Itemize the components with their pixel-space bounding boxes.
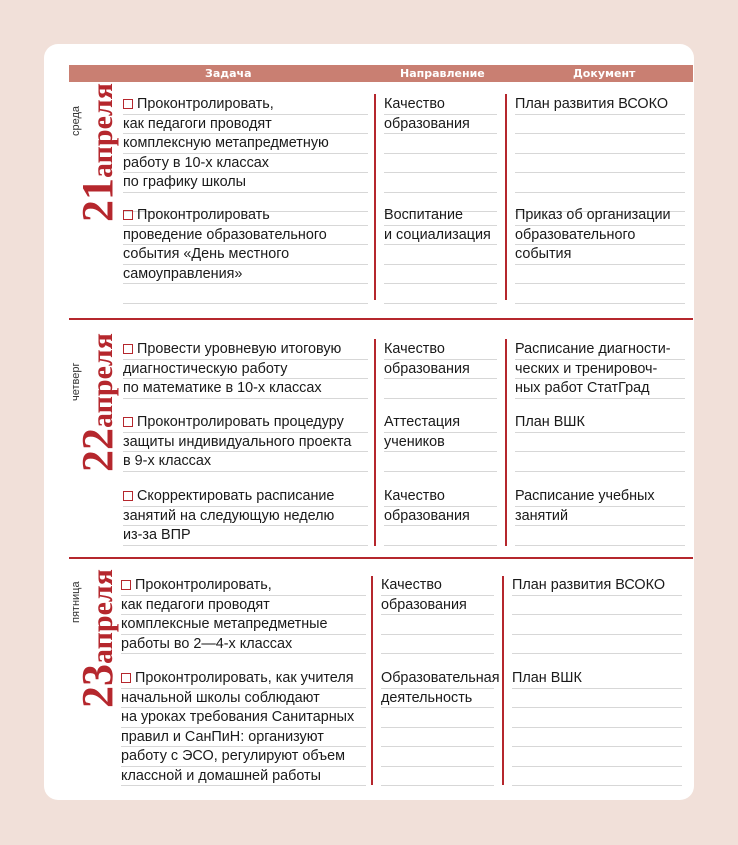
ruled-line [515,340,685,360]
date-month: апреля [86,569,119,664]
task-checkbox[interactable] [123,417,133,427]
ruled-line [512,689,682,709]
date-label [72,83,123,222]
ruled-line [515,507,685,527]
task-item-text: из-за ВПР [123,527,191,543]
ruled-line [515,115,685,135]
column-divider [371,576,373,785]
ruled-line [123,413,368,433]
task-item-text: проведение образовательного [123,226,327,243]
task-checkbox[interactable] [121,580,131,590]
direction-item-text: и социализация [384,226,491,243]
ruled-line [512,767,682,787]
date-number: 22 [73,428,122,472]
ruled-line [384,115,497,135]
task-item [123,487,368,546]
ruled-line [515,265,685,285]
document-item-text: План ВШК [515,414,585,430]
ruled-line [121,689,366,709]
task-item-text: как педагоги проводят [123,115,272,132]
direction-item [381,576,494,654]
header-direction: Направление [400,67,485,80]
task-checkbox[interactable] [123,344,133,354]
direction-item [384,95,497,212]
task-item [123,95,368,212]
ruled-line [384,226,497,246]
direction-item [381,669,500,786]
direction-item-text: Воспитание [384,207,464,223]
direction-item-text: образования [384,360,470,377]
direction-item [384,340,497,399]
task-item-text: Проконтролировать, [137,96,274,112]
date-number: 23 [73,664,122,708]
task-item-text: работу в 10-х классах [123,154,269,171]
task-item [121,576,366,654]
ruled-line [515,452,685,472]
ruled-line [512,728,682,748]
task-item-text: начальной школы соблюдают [121,689,320,706]
ruled-line [123,487,368,507]
task-item [123,340,368,399]
day-separator [69,557,693,559]
ruled-line [123,433,368,453]
document-item [512,669,682,786]
header-task: Задача [205,67,252,80]
task-checkbox[interactable] [121,673,131,683]
ruled-line [384,95,497,115]
document-item [515,413,685,472]
ruled-line [121,767,366,787]
ruled-line [381,767,494,787]
column-divider [502,576,504,785]
ruled-line [123,526,368,546]
direction-item-text: Аттестация [384,414,461,430]
task-item-text: комплексную метапредметную [123,135,329,151]
task-item-text: по математике в 10-х классах [123,380,322,396]
date-label [72,569,123,708]
task-item-text: Проконтролировать [137,207,270,223]
ruled-line [381,708,494,728]
ruled-line [515,206,685,226]
ruled-line [512,708,682,728]
ruled-line [515,95,685,115]
direction-item-text: учеников [384,433,445,450]
table-header [69,65,693,82]
task-item-text: комплексные метапредметные [121,616,328,632]
ruled-line [121,708,366,728]
document-item-text: План развития ВСОКО [512,577,666,593]
direction-item-text: деятельность [381,689,473,706]
column-divider [505,94,507,300]
ruled-line [123,360,368,380]
ruled-line [123,340,368,360]
ruled-line [515,379,685,399]
ruled-line [381,576,494,596]
task-item-text: занятий на следующую неделю [123,507,335,524]
ruled-line [515,487,685,507]
direction-item [384,413,497,472]
document-item [515,340,685,399]
document-item [512,576,682,654]
task-item-text: события «День местного [123,246,290,262]
task-item-text: Провести уровневую итоговую [137,341,342,357]
document-item-text: Расписание учебных [515,488,655,504]
direction-item [384,206,497,304]
direction-item [384,487,497,546]
ruled-line [123,134,368,154]
ruled-line [512,576,682,596]
ruled-line [384,265,497,285]
task-item-text: как педагоги проводят [121,596,270,613]
direction-item-text: образования [384,115,470,132]
document-item-text: Приказ об организации [515,207,671,223]
ruled-line [121,596,366,616]
task-item-text: классной и домашней работы [121,767,321,784]
direction-item-text: Качество [381,577,442,593]
ruled-line [384,340,497,360]
ruled-line [123,379,368,399]
ruled-line [515,413,685,433]
ruled-line [384,134,497,154]
ruled-line [384,284,497,304]
ruled-line [123,206,368,226]
ruled-line [123,95,368,115]
ruled-line [121,747,366,767]
column-divider [505,339,507,546]
weekday-label: пятница [70,581,82,623]
ruled-line [123,115,368,135]
ruled-line [515,173,685,193]
ruled-line [123,452,368,472]
column-divider [374,94,376,300]
document-item-text: события [515,246,572,262]
ruled-line [384,173,497,193]
ruled-line [512,747,682,767]
ruled-line [121,615,366,635]
ruled-line [123,226,368,246]
ruled-line [384,433,497,453]
ruled-line [381,669,500,689]
task-item-text: правил и СанПиН: организуют [121,728,324,745]
task-item [121,669,366,786]
ruled-line [121,728,366,748]
document-item [515,487,685,546]
date-label [72,333,123,472]
task-item-text: работы во 2—4-х классах [121,635,293,652]
task-item-text: самоуправления» [123,265,243,282]
ruled-line [381,596,494,616]
task-checkbox[interactable] [123,99,133,109]
ruled-line [384,360,497,380]
task-item-text: защиты индивидуального проекта [123,433,352,450]
ruled-line [123,284,368,304]
ruled-line [384,507,497,527]
ruled-line [515,433,685,453]
ruled-line [381,728,494,748]
ruled-line [515,284,685,304]
column-divider [374,339,376,546]
ruled-line [384,526,497,546]
task-item-text: в 9-х классах [123,453,212,469]
ruled-line [384,206,497,226]
ruled-line [384,245,497,265]
task-item-text: по графику школы [123,174,247,190]
ruled-line [384,452,497,472]
ruled-line [512,669,682,689]
date-month: апреля [86,83,119,178]
ruled-line [384,379,497,399]
document-item [515,95,685,212]
ruled-line [123,265,368,285]
task-item-text: диагностическую работу [123,360,288,377]
header-document: Документ [573,67,636,80]
document-item-text: занятий [515,507,569,524]
date-month: апреля [86,333,119,428]
document-item-text: ческих и тренировоч- [515,360,658,377]
direction-item-text: Качество [384,488,445,504]
ruled-line [381,747,494,767]
direction-item-text: Образовательная [381,670,500,686]
ruled-line [515,226,685,246]
task-item-text: на уроках требования Санитарных [121,709,355,725]
ruled-line [381,615,494,635]
ruled-line [384,487,497,507]
direction-item-text: Качество [384,96,445,112]
ruled-line [123,507,368,527]
task-item-text: Проконтролировать, как учителя [135,670,354,686]
weekday-label: четверг [70,362,82,401]
direction-item-text: Качество [384,341,445,357]
weekday-label: среда [70,105,82,136]
ruled-line [512,635,682,655]
document-item-text: образовательного [515,226,636,243]
ruled-line [515,526,685,546]
ruled-line [515,360,685,380]
ruled-line [123,154,368,174]
day-separator [69,318,693,320]
ruled-line [121,576,366,596]
ruled-line [121,635,366,655]
ruled-line [121,669,366,689]
task-item [123,206,368,304]
ruled-line [515,154,685,174]
ruled-line [384,154,497,174]
direction-item-text: образования [384,507,470,524]
ruled-line [123,173,368,193]
document-item-text: План развития ВСОКО [515,96,669,112]
task-checkbox[interactable] [123,491,133,501]
direction-item-text: образования [381,596,467,613]
ruled-line [512,596,682,616]
document-item-text: ных работ СтатГрад [515,380,650,396]
document-item [515,206,685,304]
task-item-text: Скорректировать расписание [137,488,335,504]
task-item-text: работу с ЭСО, регулируют объем [121,748,346,764]
document-item-text: План ВШК [512,670,582,686]
ruled-line [512,615,682,635]
ruled-line [384,413,497,433]
ruled-line [515,245,685,265]
task-checkbox[interactable] [123,210,133,220]
task-item [123,413,368,472]
task-item-text: Проконтролировать, [135,577,272,593]
date-number: 21 [73,178,122,222]
task-item-text: Проконтролировать процедуру [137,414,344,430]
ruled-line [381,689,494,709]
ruled-line [515,134,685,154]
ruled-line [123,245,368,265]
document-item-text: Расписание диагности- [515,341,671,357]
ruled-line [381,635,494,655]
